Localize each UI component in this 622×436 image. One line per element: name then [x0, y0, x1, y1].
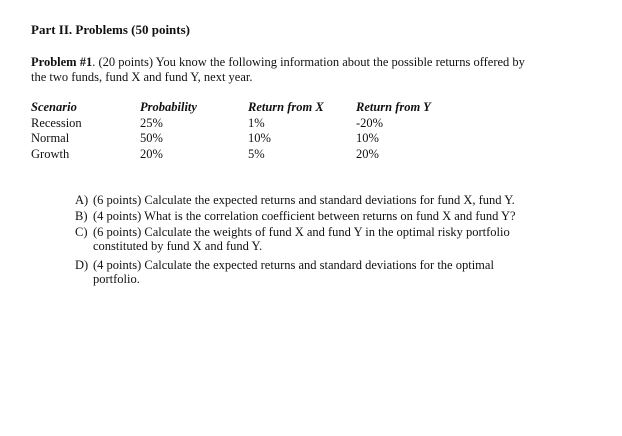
- table-cell: 5%: [248, 147, 265, 161]
- intro-line-1: [31, 55, 591, 70]
- problem-intro: [31, 55, 591, 85]
- part-title: Part II. Problems (50 points): [31, 22, 191, 37]
- question-label: B): [75, 209, 88, 223]
- table-cell: 10%: [356, 131, 379, 145]
- table-cell: -20%: [356, 116, 384, 130]
- question-text: (6 points) Calculate the weights of fund X and fund Y in the optimal risky portfolio: [93, 225, 510, 239]
- question-text: (4 points) Calculate the expected returns and standard deviations for the optimal: [93, 258, 494, 272]
- header-probability: Probability: [140, 100, 197, 114]
- question-text: (4 points) What is the correlation coefficient between returns on fund X and fund Y?: [93, 209, 516, 223]
- table-cell: Normal: [31, 131, 70, 145]
- table-cell: 20%: [356, 147, 379, 161]
- table-cell: 25%: [140, 116, 163, 130]
- intro-text-1: . (20 points) You know the following information about the possible returns offered by: [92, 55, 525, 69]
- problem-label: Problem #1: [31, 55, 93, 69]
- header-scenario: Scenario: [31, 100, 77, 114]
- question-text: (6 points) Calculate the expected returns and standard deviations for fund X, fund Y.: [93, 193, 515, 207]
- table-cell: 20%: [140, 147, 163, 161]
- intro-line-2: the two funds, fund X and fund Y, next year.: [31, 70, 253, 84]
- table-cell: 50%: [140, 131, 163, 145]
- table-cell: 1%: [248, 116, 265, 130]
- question-text-continued: portfolio.: [93, 272, 140, 286]
- question-label: C): [75, 225, 88, 239]
- header-return-y: Return from Y: [356, 100, 431, 114]
- table-cell: 10%: [248, 131, 271, 145]
- question-text-continued: constituted by fund X and fund Y.: [93, 239, 263, 253]
- question-label: D): [75, 258, 89, 272]
- question-label: A): [75, 193, 89, 207]
- table-cell: Growth: [31, 147, 70, 161]
- table-cell: Recession: [31, 116, 82, 130]
- header-return-x: Return from X: [248, 100, 324, 114]
